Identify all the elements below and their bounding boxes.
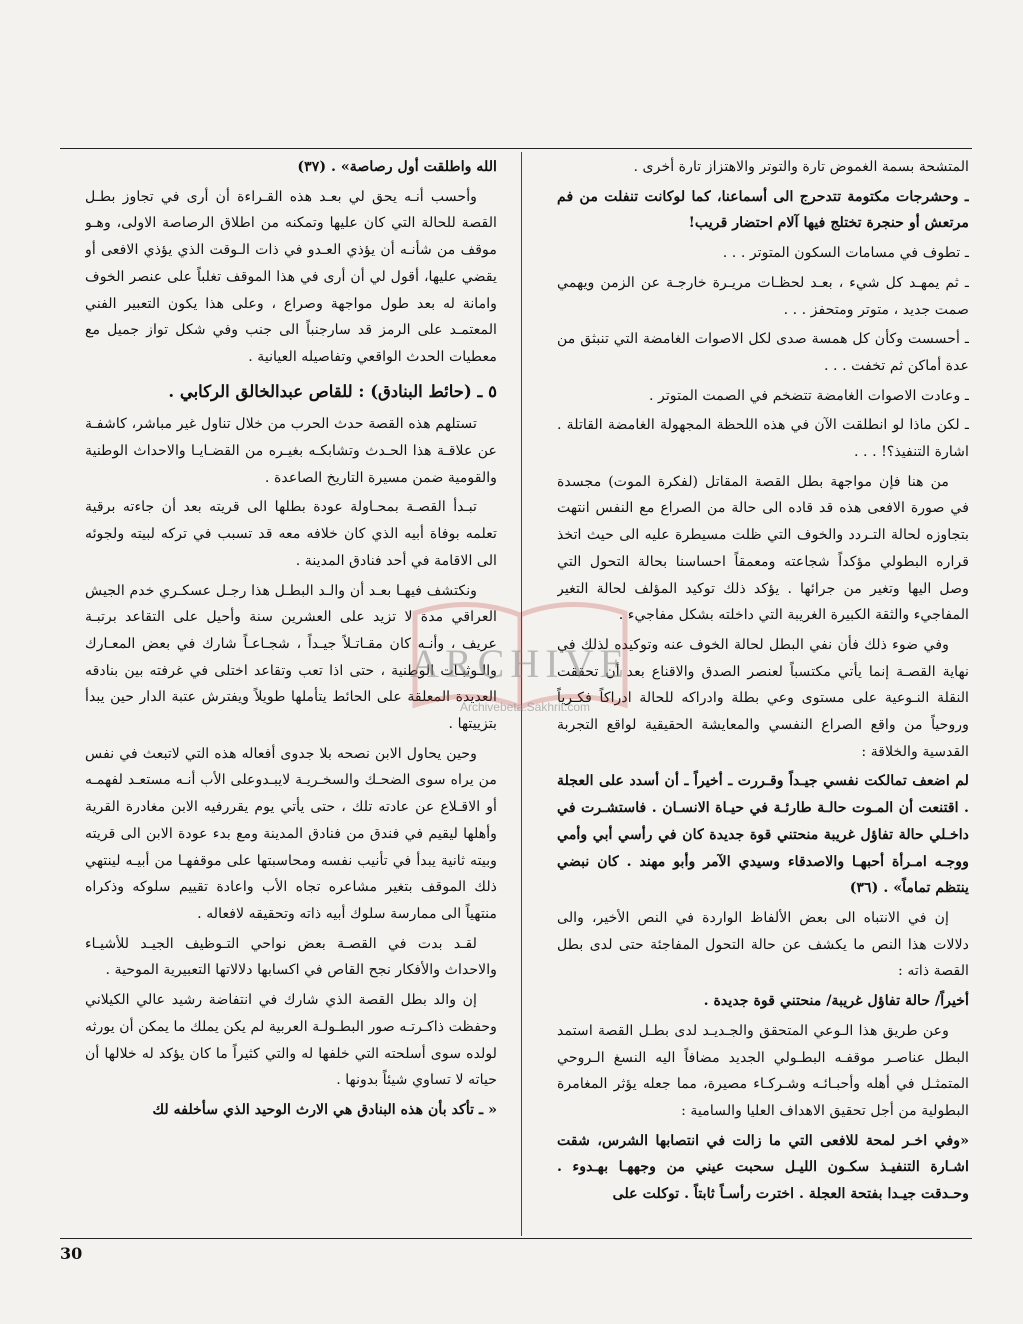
right-column (557, 154, 969, 1236)
paragraph: تبـدأ القصـة بمحـاولة عودة بطلها الى قريته بعد أن جاءته برقية تعلمه بوفاة أبيه الذي كان خلافه معه قد تسبب في تركه لبيته ولجوئه الى الاقامة في أحد فنادق المدينة . (85, 499, 497, 569)
left-column (85, 154, 497, 1236)
paragraph: وأحسب أنـه يحق لي بعـد هذه القـراءة أن أرى في تجاوز بطـل القصة للحالة التي كان عليها وتمكنه من اطلاق الرصاصة الاولى، وهـو موقف من شأنـه أن يؤذي العـدو في ذات الـوقت الذي يؤذي الافعى أو يقضي عليها، أقول لي أن أرى في هذا الموقف تغلباً على عنصر الخوف وامانة له بعد طول مواجهة وصراع ، وعلى هذا يكون التعبير الفني المعتمـد على الرمز قد سارجنباً الى جنب وفي شكل تواز جميل مع معطيات الحدث الواقعي وتفاصيله العيانية . (85, 188, 497, 365)
paragraph: ـ أحسست وكأن كل همسة صدى لكل الاصوات الغامضة التي تنبثق من عدة أماكن ثم تخفت . . . (557, 331, 969, 374)
paragraph: وفي ضوء ذلك فأن نفي البطل لحالة الخوف عنه وتوكيده لذلك في نهاية القصـة إنما يأتي مكتسباً لعنصر الصدق والاقناع بعد أن تحققت النقلة النـوعية على مستوى وعي بطلة وادراكه للحالة ادراكاً فكـرياً وروحياً من واقع الصراع النفسي والمعايشة الحقيقية لواقع التجربة القدسية والخلاقة : (557, 636, 969, 760)
paragraph: من هنا فإن مواجهة بطل القصة المقاتل (لفكرة الموت) مجسدة في صورة الافعى هذه قد قاده الى حالة من الصراع مع النفس انتهت بتجاوزه لحالة التـردد والخوف التي ظلت مسيطرة عليه الى حيث اتخذ قراره البطولي مؤكداً شجاعته ومعمقاً احساسنا بحالة التحول التي وصل اليها وتغير من جرائها . يؤكد ذلك توكيد المؤلف لحالة التغير المفاجيء والثقة الكبيرة الغريبة التي داخلته بشكل مفاجيء . (557, 473, 969, 624)
top-rule (60, 148, 972, 149)
paragraph: تستلهم هذه القصة حدث الحرب من خلال تناول غير مباشر، كاشفـة عن علاقـة هذا الحـدث وتشابكـه بغيـره من القضـايـا والاحداث الوطنية والقومية ضمن مسيرة التاريخ الصاعدة . (85, 416, 497, 486)
page-number: 30 (60, 1244, 83, 1263)
paragraph: ـ ثم يمهـد كل شيء ، بعـد لحظـات مريـرة خارجـة عن الزمن ويهمي صمت جديد ، متوتر ومتحفز . . . (557, 274, 969, 318)
watermark-brand: ARCHIVE (410, 641, 630, 686)
paragraph: ـ لكن ماذا لو انطلقت الآن في هذه اللحظة المجهولة الغامضة القاتلة . اشارة التنفيذ؟! . . . (557, 417, 969, 461)
paragraph: الله واطلقت أول رصاصة» . (٣٧) (297, 159, 497, 175)
paragraph: ـ تطوف في مسامات السكون المتوتر . . . (722, 245, 969, 262)
paragraph: وحين يحاول الابن نصحه بلا جدوى أفعاله هذه التي لاتبعث في نفس من يراه سوى الضحـك والسخـريـة لايبـدوعلى الأب أنـه مستعـد لفهمـه أو الاقـلاع عن عادته تلك ، حتى يأتي يوم يقررفيه الابن مغادرة القرية وأهلها ليقيم في فندق من فنادق المدينة ومع بدء عودة الابن الى قريته وبيته ثانية يبدأ في تأنيب نفسه ومحاسبتها على موقفهـا من أبيـه لينتهي ذلك الموقف بتغير مشاعره تجاه الأب واعادة تقييم سلوكه وذكراه منتهياً الى ممارسة سلوك أبيه ذاته وتحقيقه لافعاله . (85, 745, 497, 922)
watermark-url: Archivebeta.Sakhrit.com (459, 700, 591, 714)
paragraph: لم اضعف تمالكت نفسي جيـداً وقـررت ـ أخيراً ـ أن أسدد على العجلة . اقتنعت أن المـوت حالـة طارئـة في حيـاة الانسـان . فاستشـرت في داخـلي حالة تفاؤل غريبة منحتني قوة جديدة كان في رأسي أبي وأمي ووجـه امـرأة أحبهـا والاصدقاء وسيدي الآمر وأبو مهند . كان نبضي ينتظم تماماً» . (٣٦) (557, 773, 969, 897)
bottom-rule (60, 1238, 972, 1239)
section-heading: ٥ ـ (حائط البنادق) : للقاص عبدالخالق الركابي . (168, 381, 497, 401)
paragraph: إن في الانتباه الى بعض الألفاظ الواردة في النص الأخير، والى دلالات هذا النص ما يكشف عن حالة التحول المفاجئة حتى لدى بطل القصة ذاته : (557, 909, 969, 980)
paragraph: « ـ تأكد بأن هذه البنادق هي الارث الوحيد الذي سأخلفه لك (152, 1101, 497, 1118)
paragraph: وعن طريق هذا الـوعي المتحقق والجـديـد لدى بطـل القصة استمد البطل عناصـر موقفـه البطـولي الجديد مضافاً اليه النسغ الـروحي المتمثـل في أهله وأحبـائـه وشـركـاء مصيرة، مما جعله يؤثر المغامرة البطولية من أجل تحقيق الاهداف العليا والسامية : (557, 1022, 969, 1119)
paragraph: أخيراً/ حالة تفاؤل غريبة/ منحتني قوة جديدة . (703, 993, 969, 1010)
paragraph: ـ وحشرجات مكتومة تتدحرج الى أسماعنا، كما لوكانت تنفلت من فم مرتعش أو حنجرة تختلج فيها آلام احتضار قريب! (557, 188, 969, 232)
paragraph: «وفي اخـر لمحة للافعى التي ما زالت في انتصابها الشرس، شقت اشـارة التنفيـذ سكـون الليـل سحبت عيني من وجههـا بهـدوء . وحـدقت جيـدا بفتحة العجلة . اخترت رأسـاً ثابتاً . توكلت على (557, 1132, 969, 1203)
column-divider (521, 152, 522, 1236)
paragraph: المتشحة بسمة الغموض تارة والتوتر والاهتزاز تارة أخرى . (633, 159, 969, 175)
paragraph: ونكتشف فيهـا بعـد أن والـد البطـل هذا رجـل عسكـري خدم الجيش العراقي مدة لا تزيد على العشرين سنة وأحيل على التقاعد برتبـة عريف ، وأنـه كان مقـاتـلاً جيـداً ، شجـاعـاً شارك في بعض المعـارك والـوثبـات الوطنية ، حتى اذا تعب وتقاعد اختلى في غرفته بين بنادقه العديدة المعلقة على الحائط يتأملها طويلاً ويفترش عتبة الدار حين يبدأ بتزييتها . (85, 582, 497, 733)
paragraph: لقـد بدت في القصـة بعض نواحي التـوظيف الجيـد للأشيـاء والاحداث والأفكار نجح القاص في اكسابها دلالاتها التعبيرية الموحية . (85, 935, 497, 979)
paragraph: ـ وعادت الاصوات الغامضة تتضخم في الصمت المتوتر . (648, 387, 969, 404)
paragraph: إن والد بطل القصة الذي شارك في انتفاضة رشيد عالي الكيلاني وحفظت ذاكـرتـه صور البطـولـة العربية لم يكن يملك ما يمكن أن يورثه لولده سوى أسلحته التي خلفها له والتي كثيراً ما كان يؤكد له خلالها أن حياته لا تساوي شيئاً بدونها . (85, 992, 497, 1089)
